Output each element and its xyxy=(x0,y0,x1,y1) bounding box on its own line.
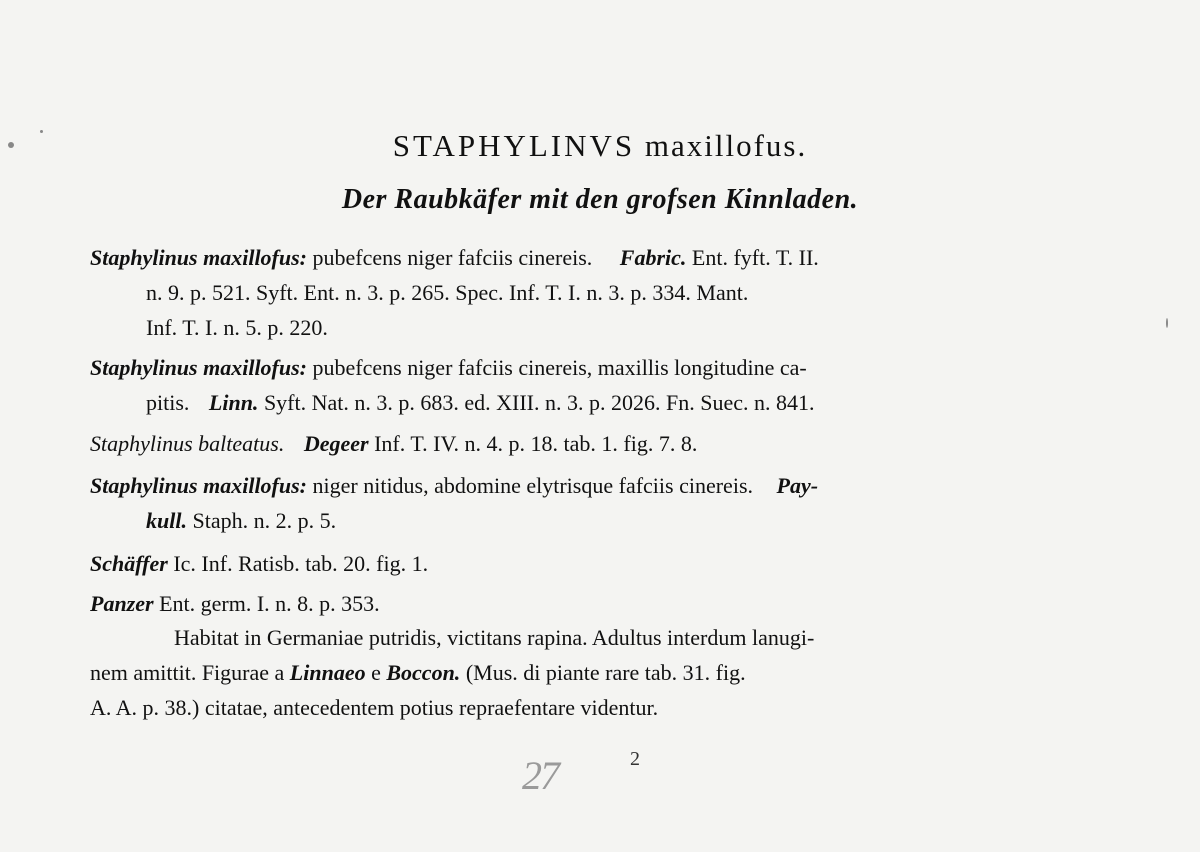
synonym-entry-1 xyxy=(90,240,1120,345)
habitat-text: (Mus. di piante rare tab. 31. fig. xyxy=(465,660,746,685)
reference: Inf. T. IV. n. 4. p. 18. tab. 1. fig. 7. 8. xyxy=(374,431,698,456)
entry-line: n. 9. p. 521. Syft. Ent. n. 3. p. 265. Spec. Inf. T. I. n. 3. p. 334. Mant. xyxy=(146,280,749,305)
entry-line xyxy=(90,426,1120,461)
habitat-text: e xyxy=(371,660,381,685)
reference: Syft. Nat. n. 3. p. 683. ed. XIII. n. 3. p. 2026. Fn. Suec. n. 841. xyxy=(263,390,815,415)
reference: Staph. n. 2. p. 5. xyxy=(192,508,337,533)
page-title xyxy=(0,128,1200,164)
author: kull. xyxy=(146,508,187,533)
taxon-name: Staphylinus maxillofus: xyxy=(90,245,308,270)
cited-author: Boccon. xyxy=(386,660,461,685)
description: pitis. xyxy=(146,390,190,415)
entry-line xyxy=(90,503,1120,538)
entry-line xyxy=(90,240,1120,275)
author: Degeer xyxy=(303,431,369,456)
habitat-text: nem amittit. Figurae a xyxy=(90,660,285,685)
cited-author: Linnaeo xyxy=(289,660,366,685)
pencil-signature-number: 27 xyxy=(522,753,558,798)
synonym-entry-5 xyxy=(90,546,1120,581)
habitat-line: Habitat in Germaniae putridis, victitans rapina. Adultus interdum lanugi- xyxy=(174,625,815,650)
entry-line xyxy=(90,468,1120,503)
description: pubefcens niger fafciis cinereis, maxillis longitudine ca- xyxy=(312,355,807,380)
author: Schäffer xyxy=(90,551,168,576)
taxon-name: Staphylinus balteatus. xyxy=(90,431,285,456)
author: Panzer xyxy=(90,591,154,616)
synonym-entry-2 xyxy=(90,350,1120,420)
synonym-entry-3 xyxy=(90,426,1120,461)
description: pubefcens niger fafciis cinereis. xyxy=(312,245,593,270)
taxon-name: Staphylinus maxillofus: xyxy=(90,473,308,498)
entry-line xyxy=(90,350,1120,385)
habitat-line: A. A. p. 38.) citatae, antecedentem potius repraefentare videntur. xyxy=(90,695,659,720)
author: Fabric. xyxy=(619,245,687,270)
reference: Ent. fyft. T. II. xyxy=(691,245,819,270)
scan-speck xyxy=(8,142,14,148)
reference: Ic. Inf. Ratisb. tab. 20. fig. 1. xyxy=(173,551,429,576)
page-subtitle: Der Raubkäfer mit den grofsen Kinnladen. xyxy=(341,184,859,215)
author: Linn. xyxy=(208,390,259,415)
scan-speck xyxy=(1166,318,1168,328)
scan-speck xyxy=(40,130,43,133)
synonym-entry-6 xyxy=(90,586,1120,621)
entry-line: Inf. T. I. n. 5. p. 220. xyxy=(146,315,328,340)
entry-line xyxy=(90,546,1120,581)
habitat-line xyxy=(90,655,1120,690)
author: Pay- xyxy=(776,473,819,498)
entry-line xyxy=(90,385,1120,420)
page-number: 2 xyxy=(630,748,640,770)
title-species: maxillofus. xyxy=(644,128,808,163)
description: niger nitidus, abdomine elytrisque fafciis cinereis. xyxy=(312,473,753,498)
entry-line xyxy=(90,586,1120,621)
habitat-paragraph xyxy=(90,620,1120,725)
synonym-entry-4 xyxy=(90,468,1120,538)
reference: Ent. germ. I. n. 8. p. 353. xyxy=(159,591,380,616)
taxon-name: Staphylinus maxillofus: xyxy=(90,355,308,380)
title-genus: STAPHYLINVS xyxy=(392,128,636,163)
